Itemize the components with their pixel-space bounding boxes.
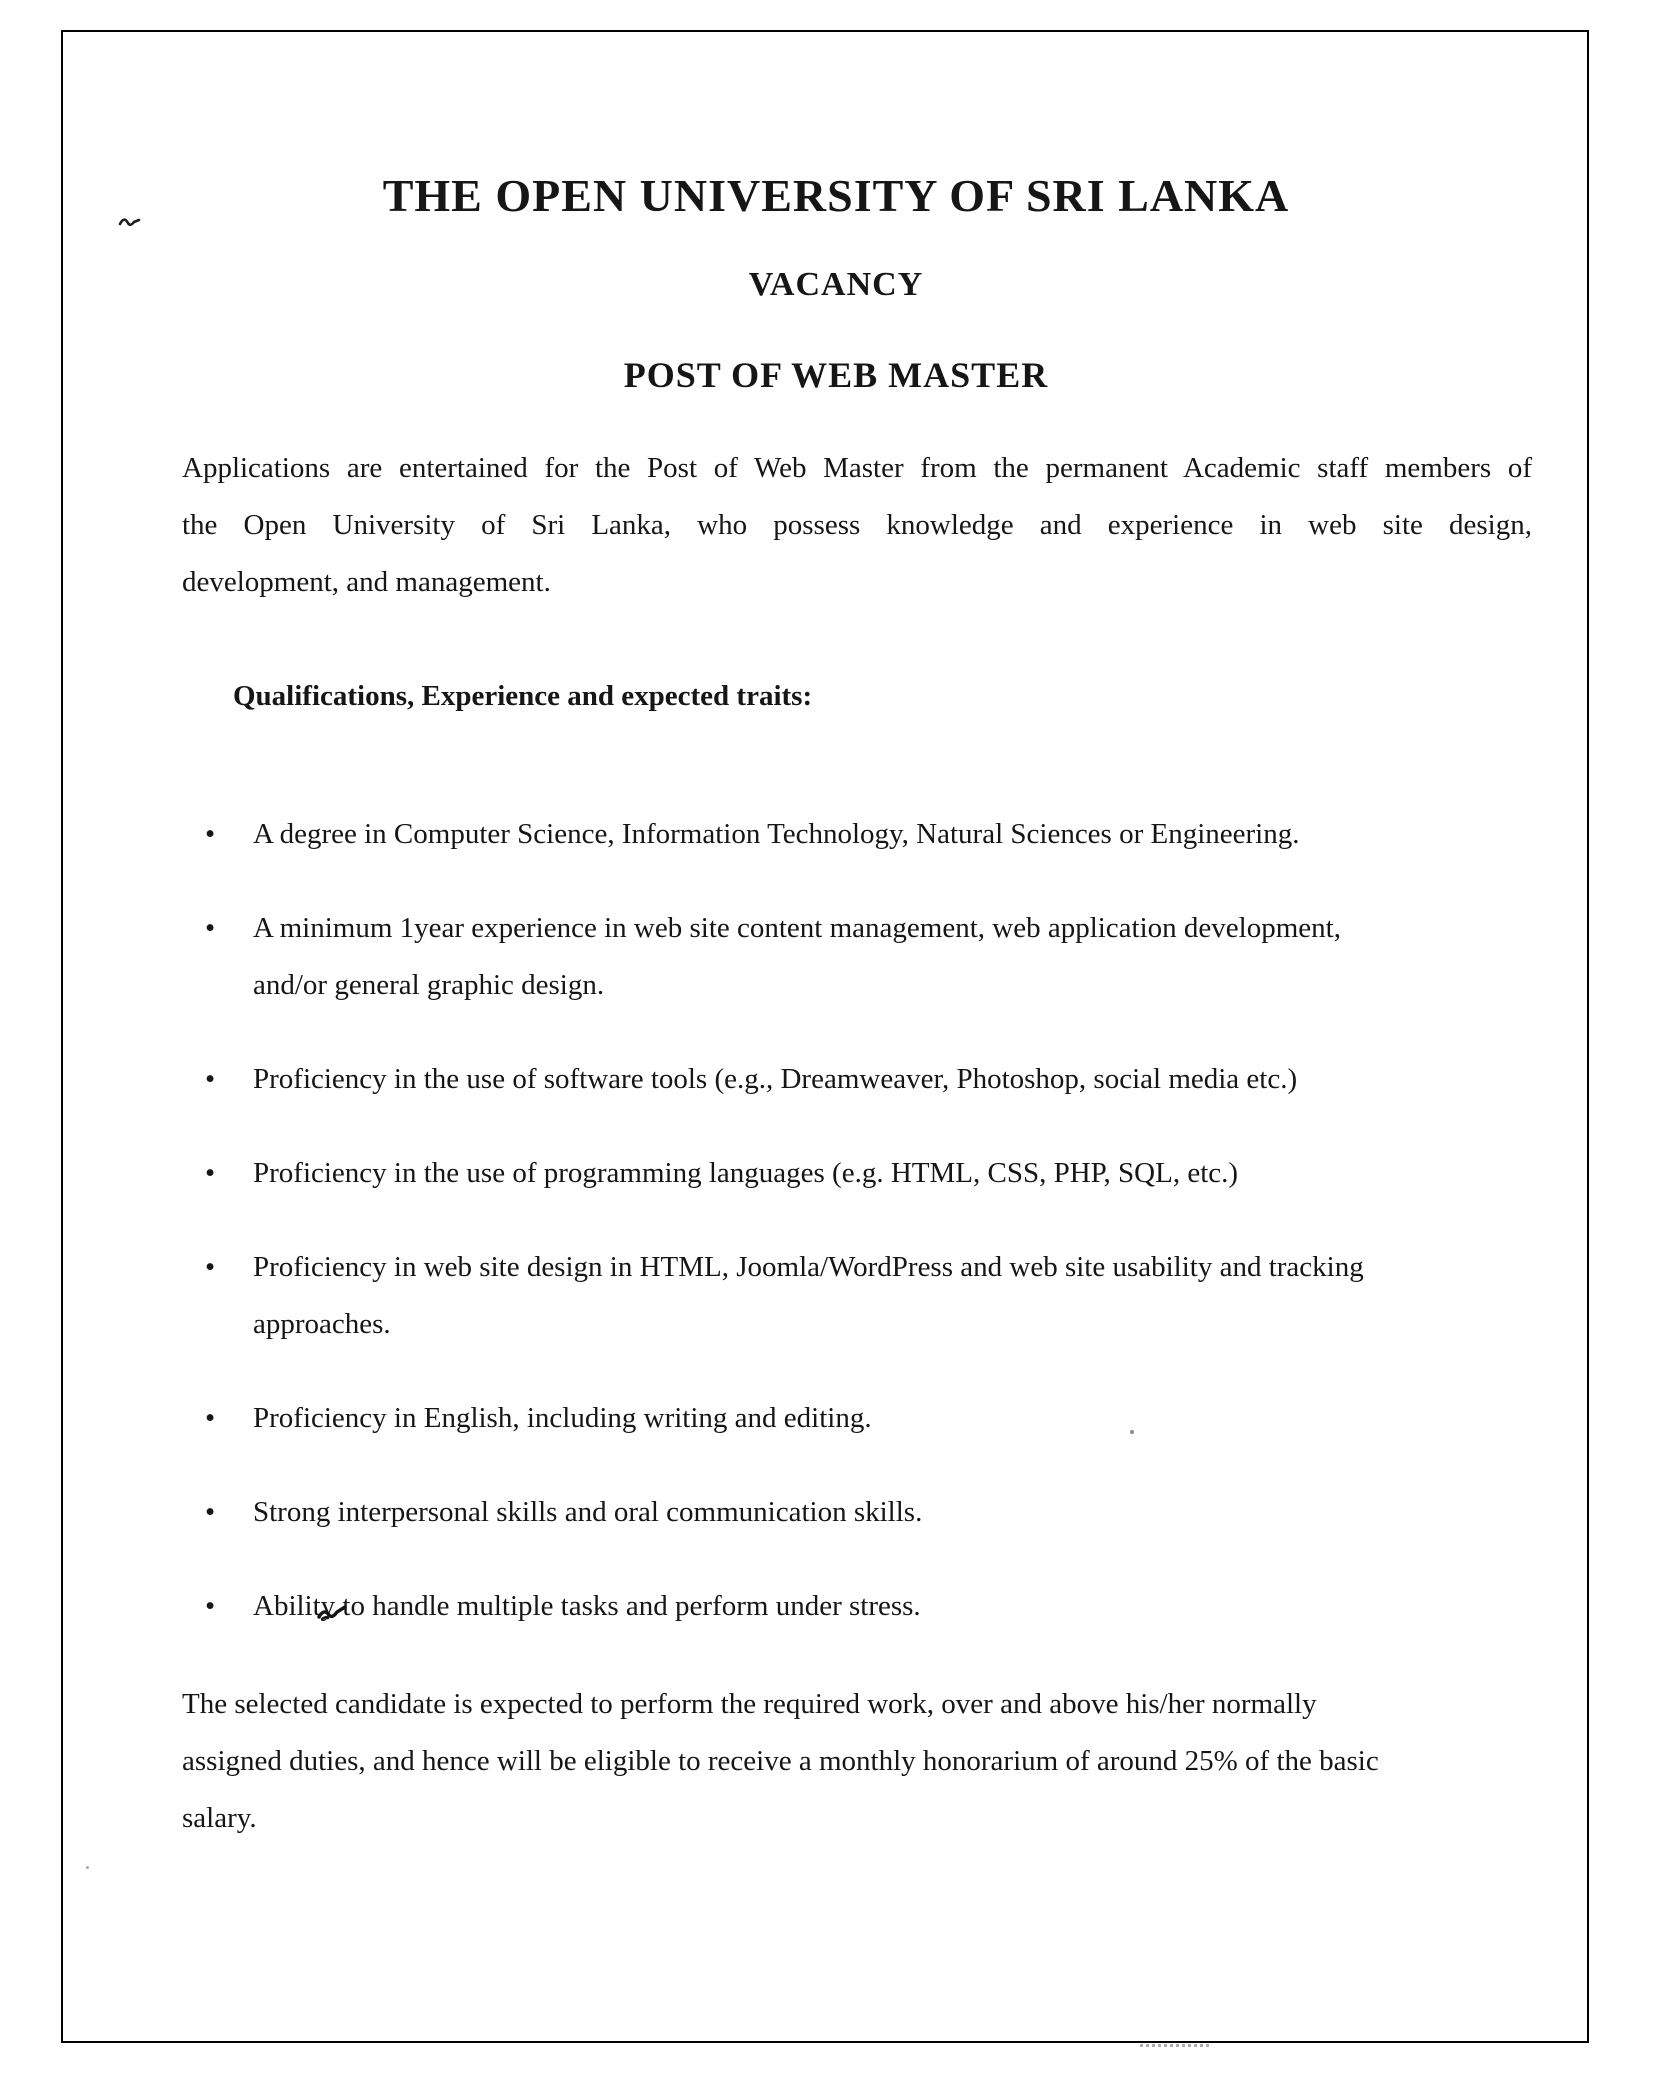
qualifications-heading: Qualifications, Experience and expected traits: [233,680,813,712]
scan-speck [1130,1430,1134,1434]
list-item [205,806,1532,863]
bullet-icon: • [205,912,216,944]
list-item-text: A degree in Computer Science, Information Technology, Natural Sciences or Engineering. [253,818,1300,850]
list-item-text: Strong interpersonal skills and oral communication skills. [253,1496,923,1528]
closing-line: The selected candidate is expected to perform the required work, over and above his/her normally [182,1688,1317,1720]
closing-paragraph [182,1676,1532,1847]
list-item-text: approaches. [253,1308,391,1340]
list-item [205,1239,1532,1353]
vacancy-heading: VACANCY [748,266,924,303]
intro-paragraph [182,440,1532,611]
list-item [205,1145,1532,1202]
intro-line: Applications are entertained for the Post of Web Master from the permanent Academic staff members of [182,452,1532,484]
list-item [205,1390,1532,1447]
bullet-icon: • [205,1063,216,1095]
post-heading: POST OF WEB MASTER [623,355,1049,395]
list-item-text: Proficiency in English, including writing and editing. [253,1402,872,1434]
intro-line: development, and management. [182,566,551,598]
bullet-icon: • [205,1496,216,1528]
bullet-icon: • [205,1590,216,1622]
list-item-text: and/or general graphic design. [253,969,605,1001]
list-item [205,1578,1532,1635]
closing-line: assigned duties, and hence will be eligible to receive a monthly honorarium of around 25% of the basic [182,1745,1379,1777]
list-item-text: Proficiency in the use of software tools (e.g., Dreamweaver, Photoshop, social media etc.) [253,1063,1298,1095]
bullet-icon: • [205,1251,216,1283]
list-item [205,900,1532,1014]
list-item-text: Proficiency in web site design in HTML, Joomla/WordPress and web site usability and tracking [253,1251,1364,1283]
intro-line: the Open University of Sri Lanka, who possess knowledge and experience in web site design, [182,509,1532,541]
scan-speck [86,1866,89,1869]
list-item-text: Proficiency in the use of programming languages (e.g. HTML, CSS, PHP, SQL, etc.) [253,1157,1239,1189]
qualifications-list [205,806,1532,1672]
bullet-icon: • [205,1402,216,1434]
bullet-icon: • [205,818,216,850]
list-item-text: Ability to handle multiple tasks and perform under stress. [253,1590,921,1622]
closing-line: salary. [182,1802,257,1834]
pen-scribble-icon [316,1600,350,1624]
bullet-icon: • [205,1157,216,1189]
page-title: THE OPEN UNIVERSITY OF SRI LANKA [382,170,1290,221]
list-item [205,1051,1532,1108]
scan-noise [1140,2044,1210,2047]
list-item [205,1484,1532,1541]
list-item-text: A minimum 1year experience in web site content management, web application development, [253,912,1341,944]
